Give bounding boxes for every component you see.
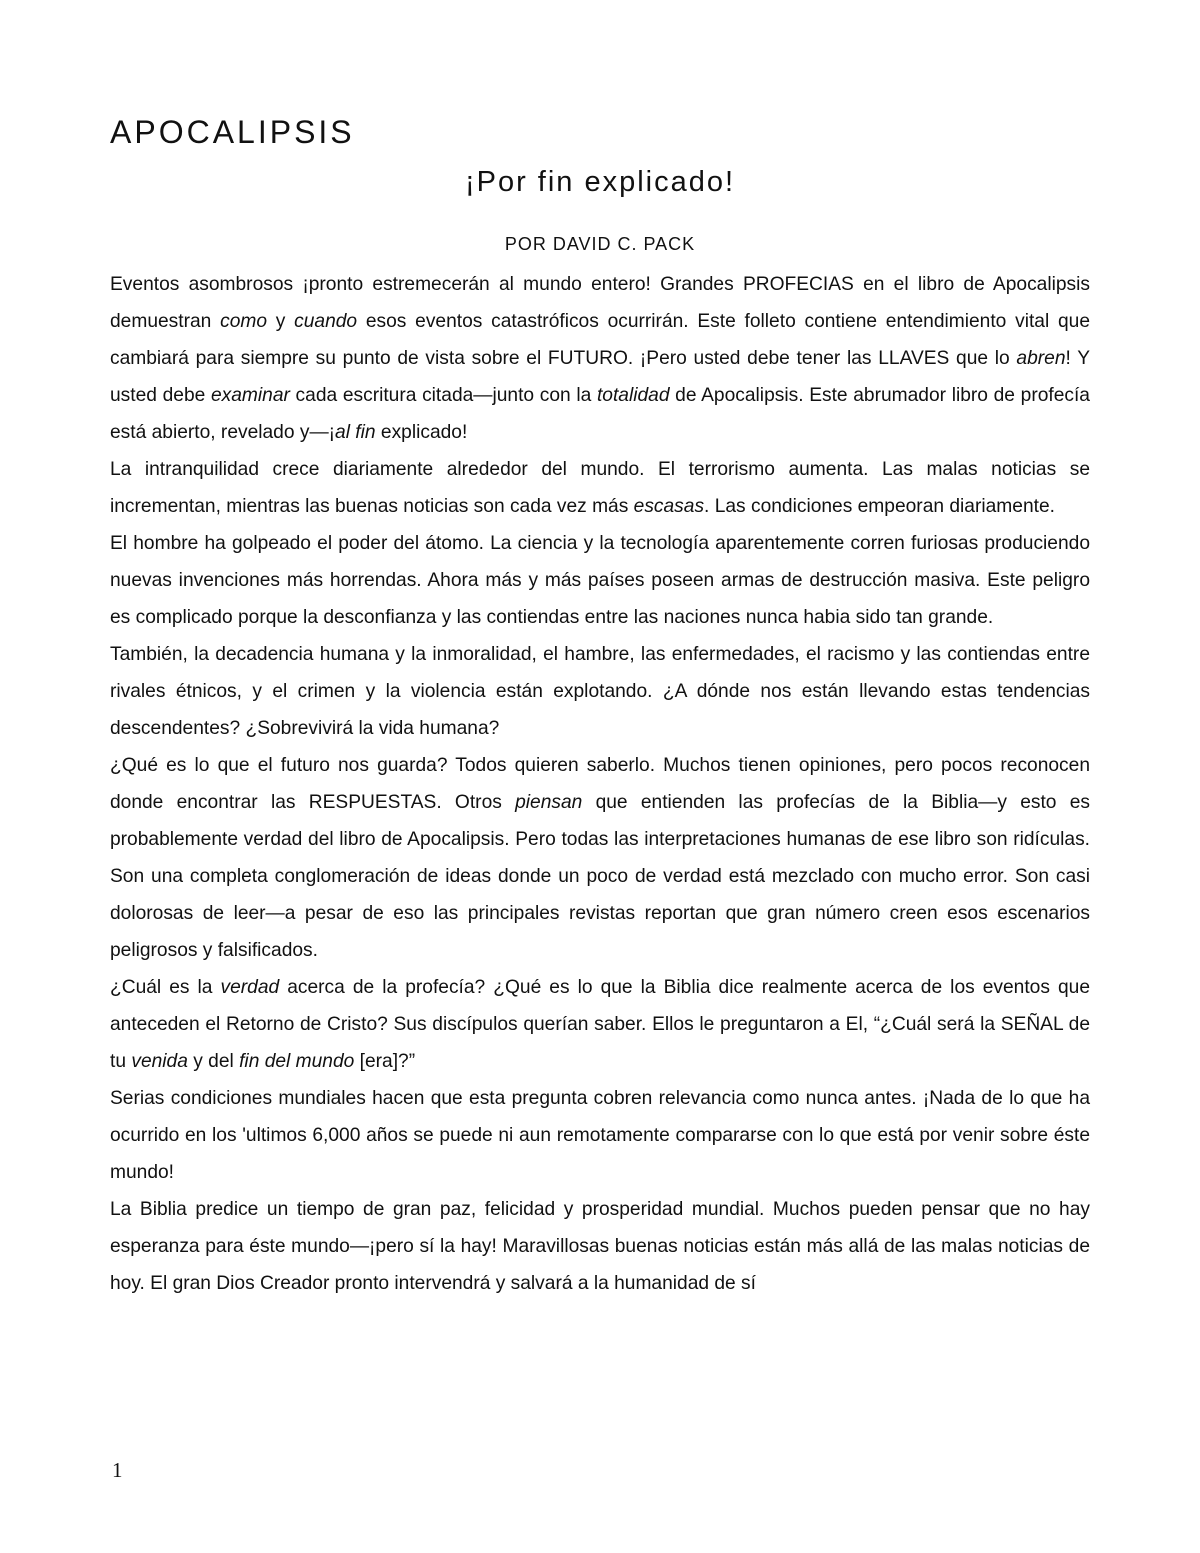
paragraph [110, 266, 1090, 451]
paragraph [110, 1191, 1090, 1302]
text-run: ¿Qué es lo que el futuro nos guarda? Todos quieren saberlo. Muchos tienen opiniones, pero pocos reconocen donde encontrar las RESPUESTAS. Otros [110, 755, 1090, 813]
text-run: La intranquilidad crece diariamente alrededor del mundo. El terrorismo aumenta. Las malas noticias se incrementan, mientras las buenas noticias son cada vez más [110, 459, 1090, 517]
text-run: Serias condiciones mundiales hacen que esta pregunta cobren relevancia como nunca antes. ¡Nada de lo que ha ocurrido en los 'ultimos 6,000 años se puede ni aun remotamente compararse con lo que está por venir sobre éste mundo! [110, 1088, 1090, 1183]
text-run: ¿Cuál es la [110, 977, 221, 998]
paragraph [110, 969, 1090, 1080]
emphasized-text: venida [131, 1051, 188, 1072]
emphasized-text: al fin [335, 422, 376, 443]
text-run: de Apocalipsis. Este abrumador libro de profecía está abierto, revelado y—¡ [110, 385, 1090, 443]
emphasized-text: fin del mundo [239, 1051, 355, 1072]
text-run: que entienden las profecías de la Biblia—y esto es probablemente verdad del libro de Apocalipsis. Pero todas las interpretaciones humanas de ese libro son ridículas. Son una completa conglomeración de ideas donde un poco de verdad está mezclado con mucho error. Son casi dolorosas de leer—a pesar de eso las principales revistas reportan que gran número creen esos escenarios peligrosos y falsificados. [110, 792, 1090, 961]
paragraph [110, 525, 1090, 636]
text-run: La Biblia predice un tiempo de gran paz, felicidad y prosperidad mundial. Muchos pueden pensar que no hay esperanza para éste mundo—¡pero sí la hay! Maravillosas buenas noticias están más allá de las malas noticias de hoy. El gran Dios Creador pronto intervendrá y salvará a la humanidad de sí [110, 1199, 1090, 1294]
emphasized-text: cuando [294, 311, 358, 332]
text-run: esos eventos catastróficos ocurrirán. Este folleto contiene entendimiento vital que cambiará para siempre su punto de vista sobre el FUTURO. ¡Pero usted debe tener las LLAVES que lo [110, 311, 1090, 369]
emphasized-text: como [220, 311, 268, 332]
text-run: ! Y usted debe [110, 348, 1090, 406]
text-run: Eventos asombrosos ¡pronto estremecerán al mundo entero! Grandes PROFECIAS en el libro de Apocalipsis demuestran [110, 274, 1090, 332]
text-run: cada escritura citada—junto con la [289, 385, 597, 406]
document-title: APOCALIPSIS [110, 114, 355, 150]
paragraph [110, 636, 1090, 747]
text-run: y [267, 311, 295, 332]
body-text [110, 266, 1090, 1302]
document-subtitle: ¡Por fin explicado! [464, 166, 736, 198]
paragraph [110, 1080, 1090, 1191]
emphasized-text: verdad [220, 977, 280, 998]
emphasized-text: piensan [515, 792, 583, 813]
emphasized-text: totalidad [596, 385, 670, 406]
text-run: y del [187, 1051, 240, 1072]
text-run: [era]?” [354, 1051, 416, 1072]
page-number: 1 [112, 1458, 123, 1482]
text-run: El hombre ha golpeado el poder del átomo. La ciencia y la tecnología aparentemente corren furiosas produciendo nuevas invenciones más horrendas. Ahora más y más países poseen armas de destrucción masiva. Este peligro es complicado porque la desconfianza y las contiendas entre las naciones nunca habia sido tan grande. [110, 533, 1090, 628]
paragraph [110, 747, 1090, 969]
text-run: explicado! [375, 422, 468, 443]
author-byline: POR DAVID C. PACK [504, 234, 696, 254]
emphasized-text: abren [1016, 348, 1066, 369]
text-run: También, la decadencia humana y la inmoralidad, el hambre, las enfermedades, el racismo y las contiendas entre rivales étnicos, y el crimen y la violencia están explotando. ¿A dónde nos están llevando estas tendencias descendentes? ¿Sobrevivirá la vida humana? [110, 644, 1090, 739]
text-run: . Las condiciones empeoran diariamente. [704, 496, 1055, 517]
paragraph [110, 451, 1090, 525]
text-run: acerca de la profecía? ¿Qué es lo que la Biblia dice realmente acerca de los eventos que anteceden el Retorno de Cristo? Sus discípulos querían saber. Ellos le preguntaron a El, “¿Cuál será la SEÑAL de tu [110, 977, 1091, 1072]
emphasized-text: examinar [210, 385, 290, 406]
emphasized-text: escasas [633, 496, 705, 517]
